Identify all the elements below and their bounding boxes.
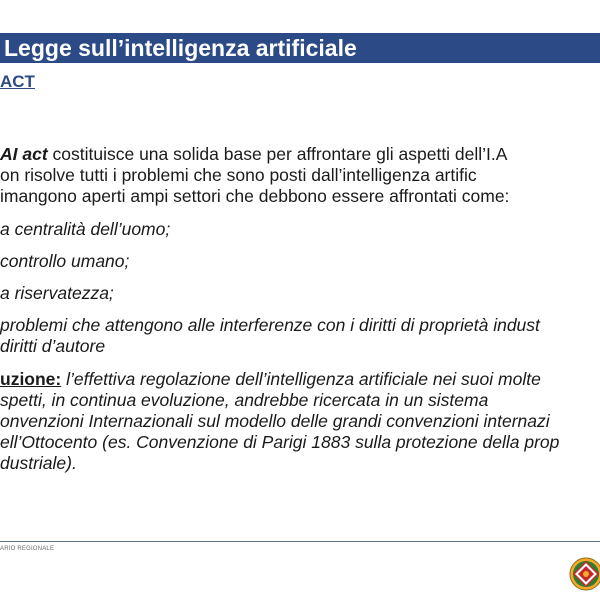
solution-line-1-rest: l’effettiva regolazione dell’intelligenza artificiale nei suoi molte [61, 369, 541, 389]
solution-line-2: spetti, in continua evoluzione, andrebbe ricercata in un sistema [0, 390, 489, 410]
slide-subtitle: ACT [0, 72, 35, 91]
slide-body [0, 144, 600, 484]
intro-lead-rest: costituisce una solida base per affrontare gli aspetti dell’I.A [47, 144, 508, 164]
solution-line-3: onvenzioni Internazionali sul modello delle grandi convenzioni internazi [0, 411, 550, 431]
solution-line-1 [0, 369, 600, 390]
bullet-item-1: a centralità dell’uomo; [0, 219, 171, 239]
title-bar [0, 33, 600, 63]
solution-line-4: ell’Ottocento (es. Convenzione di Parigi 1883 sulla protezione della prop [0, 432, 560, 452]
solution-line-5: dustriale). [0, 453, 77, 473]
bullet-item-4-continued: diritti d’autore [0, 336, 106, 356]
bullet-item-2: controllo umano; [0, 251, 130, 271]
footer-label: ARIO REGIONALE [0, 546, 55, 552]
solution-label: uzione: [0, 369, 62, 389]
footer-divider [0, 541, 600, 542]
intro-line-2: on risolve tutti i problemi che sono posti dall’intelligenza artific [0, 165, 477, 185]
intro-line-3: imangono aperti ampi settori che debbono essere affrontati come: [0, 186, 510, 206]
intro-lead: AI act [0, 144, 48, 164]
bullet-item-4: problemi che attengono alle interferenze con i diritti di proprietà indust [0, 315, 540, 335]
slide-title: Legge sull’intelligenza artificiale [4, 35, 357, 61]
regional-crest-icon [569, 557, 600, 591]
intro-line-1 [0, 144, 600, 165]
bullet-item-3: a riservatezza; [0, 283, 114, 303]
